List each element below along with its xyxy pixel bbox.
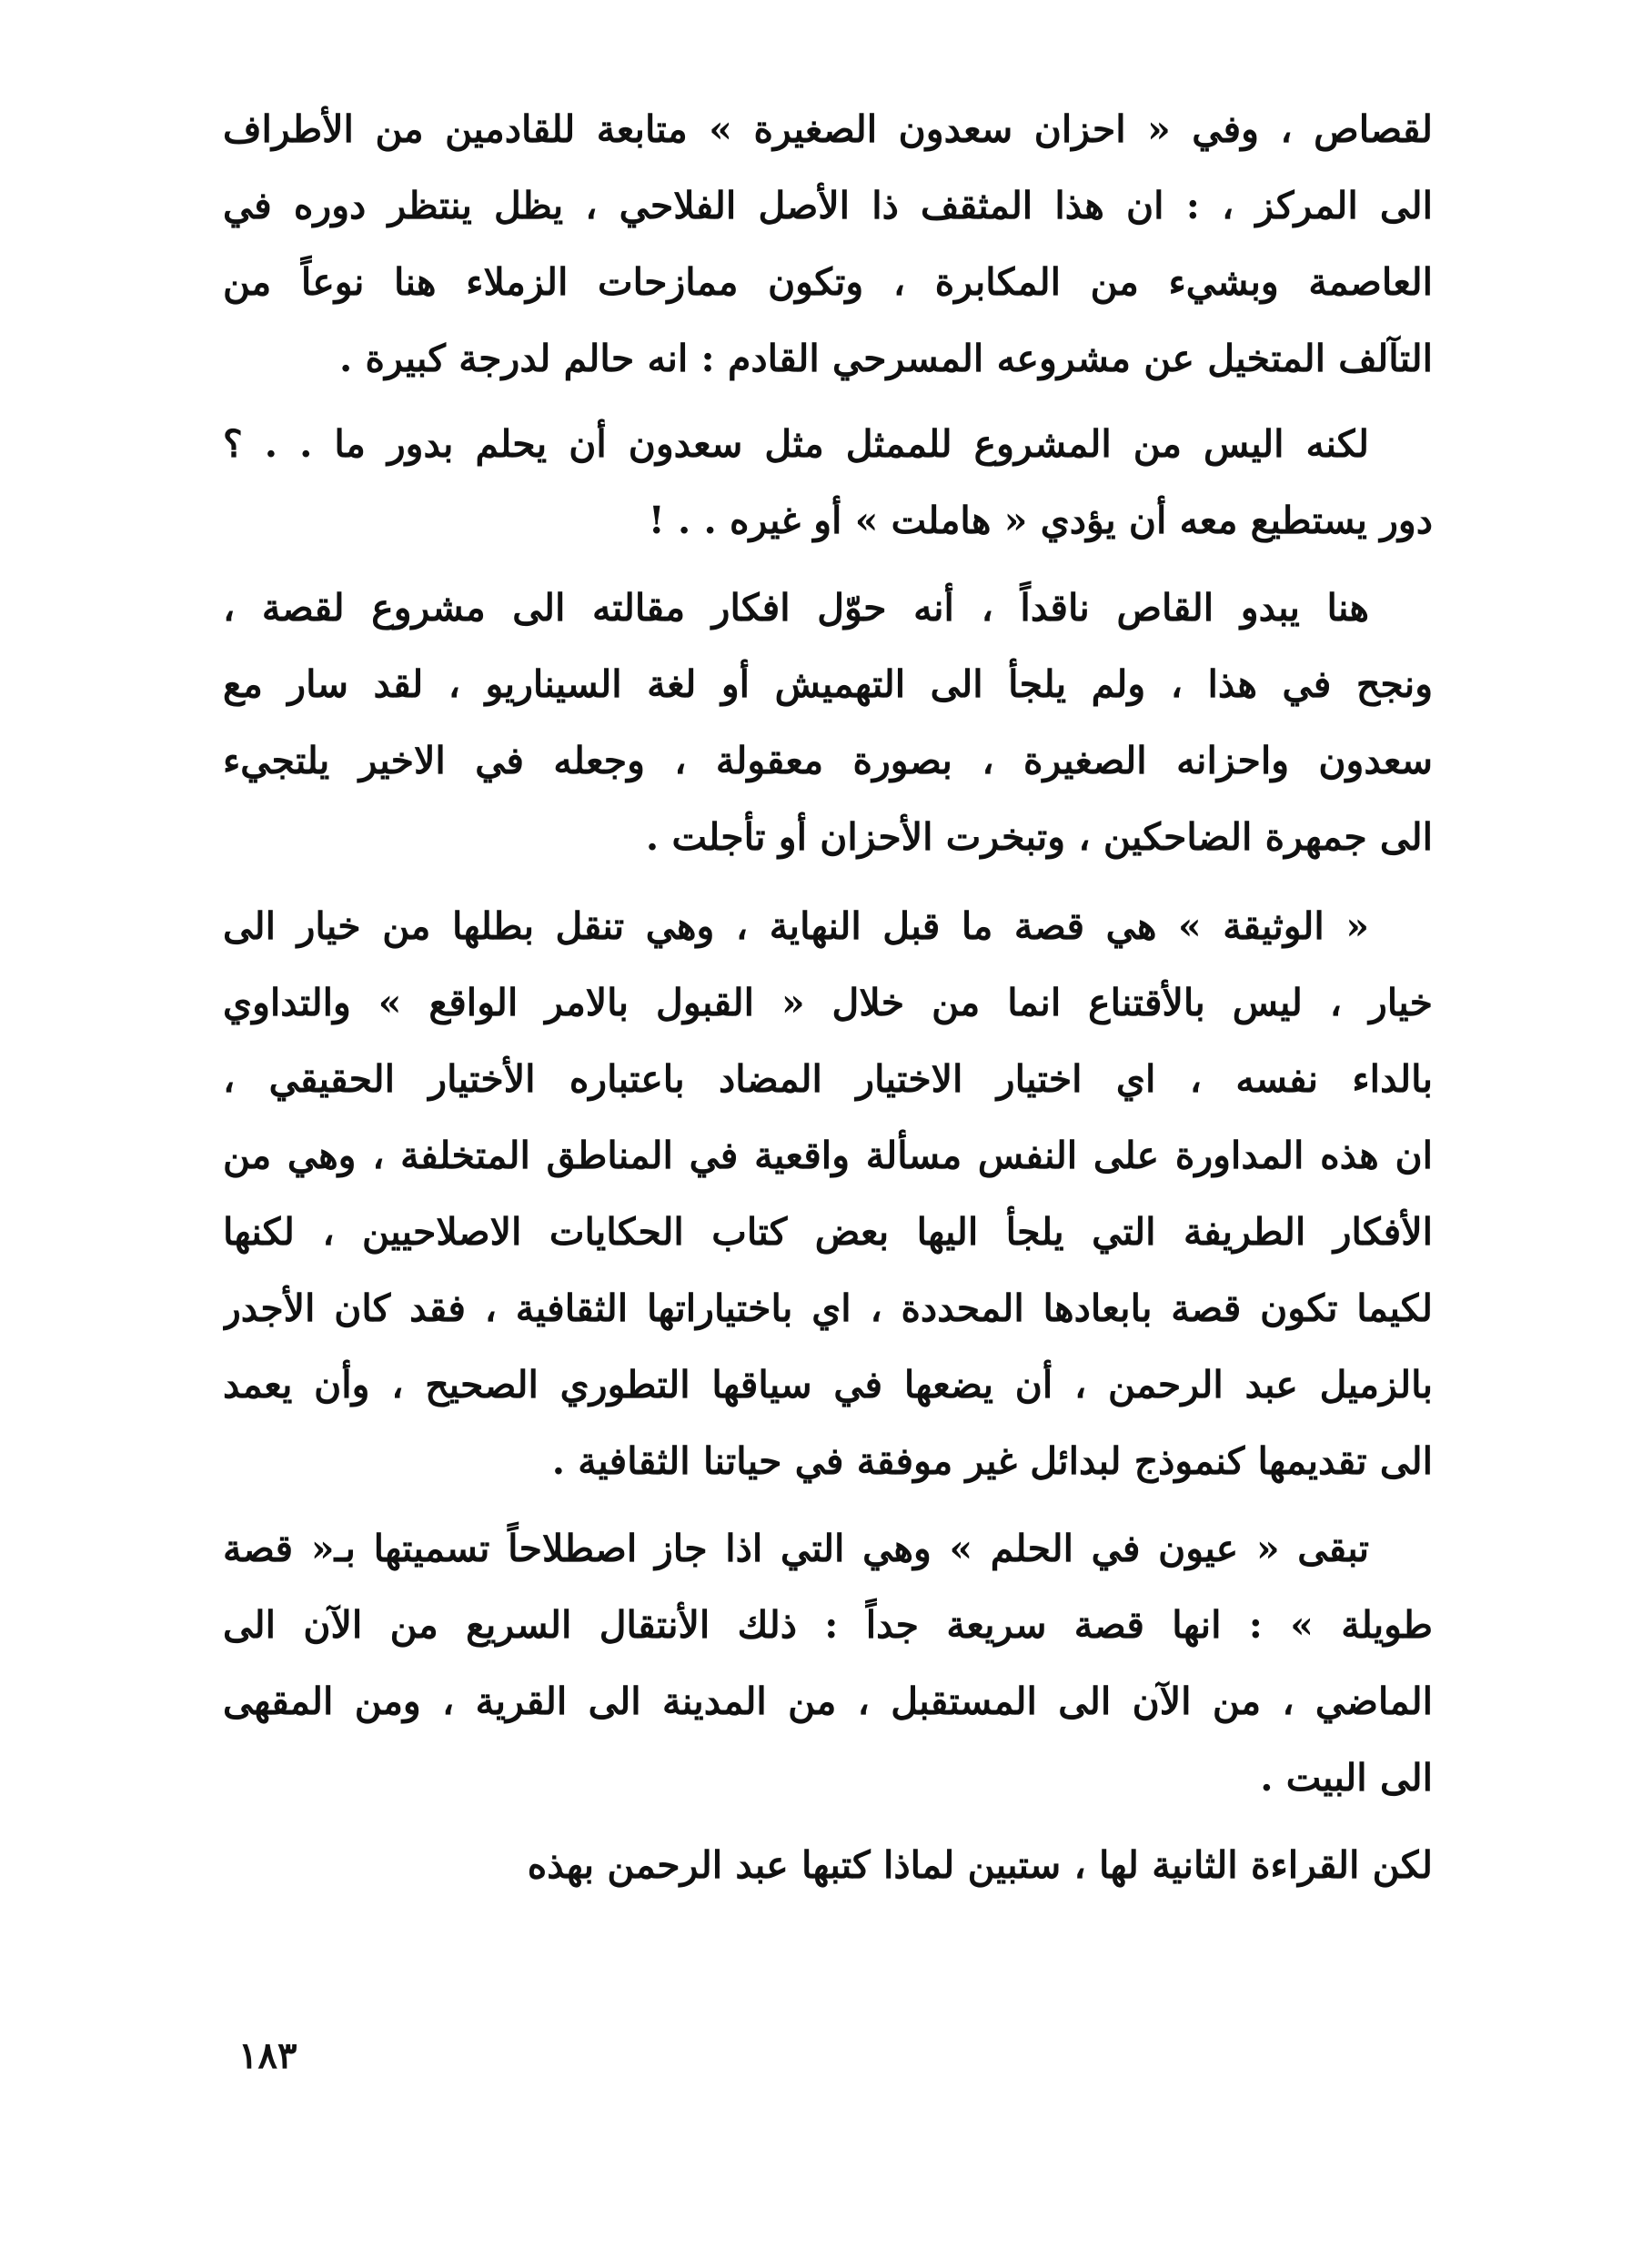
text-line: بالداء نفسه ، اي اختيار الاختيار المضاد باعتباره الأختيار الحقيقي ، xyxy=(223,1057,1433,1101)
text-line: تبقى « عيون في الحلم » وهي التي اذا جاز اصطلاحاً تسميتها بـ« قصة xyxy=(223,1527,1369,1570)
body-text xyxy=(223,91,1433,1903)
text-line: دور يستطيع معه أن يؤدي « هاملت » أو غيره . . ! xyxy=(648,499,1433,542)
text-line: لكن القراءة الثانية لها ، ستبين لماذا كتبها عبد الرحمن بهذه xyxy=(527,1843,1433,1887)
text-line: الى جمهرة الضاحكين ، وتبخرت الأحزان أو تأجلت . xyxy=(645,815,1433,859)
text-line: سعدون واحزانه الصغيرة ، بصورة معقولة ، وجعله في الاخير يلتجيء xyxy=(223,739,1433,782)
text-line: التآلف المتخيل عن مشروعه المسرحي القادم : انه حالم لدرجة كبيرة . xyxy=(339,337,1433,380)
paragraph-2 xyxy=(223,406,1433,559)
paragraph-5 xyxy=(223,1510,1433,1816)
text-line: العاصمة وبشيء من المكابرة ، وتكون ممازحات الزملاء هنا نوعاً من xyxy=(223,260,1433,304)
text-line: الى تقديمها كنموذج لبدائل غير موفقة في حياتنا الثقافية . xyxy=(551,1439,1433,1483)
page-number: ١٨٣ xyxy=(238,2034,297,2077)
text-line: ان هذه المداورة على النفس مسألة واقعية في المناطق المتخلفة ، وهي من xyxy=(223,1134,1433,1177)
paragraph-3 xyxy=(223,570,1433,875)
text-line: ونجح في هذا ، ولم يلجأ الى التهميش أو لغة السيناريو ، لقد سار مع xyxy=(223,662,1433,706)
paragraph-1 xyxy=(223,91,1433,397)
text-line: هنا يبدو القاص ناقداً ، أنه حوّل افكار مقالته الى مشروع لقصة ، xyxy=(223,586,1369,630)
text-line: الأفكار الطريفة التي يلجأ اليها بعض كتاب الحكايات الاصلاحيين ، لكنها xyxy=(223,1210,1433,1254)
text-line: طويلة » : انها قصة سريعة جداً : ذلك الأنتقال السريع من الآن الى xyxy=(223,1603,1433,1647)
text-line: لقصاص ، وفي « احزان سعدون الصغيرة » متابعة للقادمين من الأطراف xyxy=(223,107,1433,151)
paragraph-6 xyxy=(223,1827,1433,1903)
text-line: خيار ، ليس بالأقتناع انما من خلال « القبول بالامر الواقع » والتداوي xyxy=(223,981,1433,1024)
paragraph-4 xyxy=(223,888,1433,1499)
text-line: لكنه اليس من المشروع للممثل مثل سعدون أن يحلم بدور ما . . ؟ xyxy=(223,422,1369,466)
text-line: الى البيت . xyxy=(1260,1756,1433,1800)
text-line: لكيما تكون قصة بابعادها المحددة ، اي باختياراتها الثقافية ، فقد كان الأجدر xyxy=(223,1286,1433,1330)
text-line: الى المركز ، : ان هذا المثقف ذا الأصل الفلاحي ، يظل ينتظر دوره في xyxy=(223,184,1433,227)
text-line: الماضي ، من الآن الى المستقبل ، من المدينة الى القرية ، ومن المقهى xyxy=(223,1679,1433,1723)
text-line: بالزميل عبد الرحمن ، أن يضعها في سياقها التطوري الصحيح ، وأن يعمد xyxy=(223,1363,1433,1407)
text-line: « الوثيقة » هي قصة ما قبل النهاية ، وهي تنقل بطلها من خيار الى xyxy=(223,904,1369,948)
